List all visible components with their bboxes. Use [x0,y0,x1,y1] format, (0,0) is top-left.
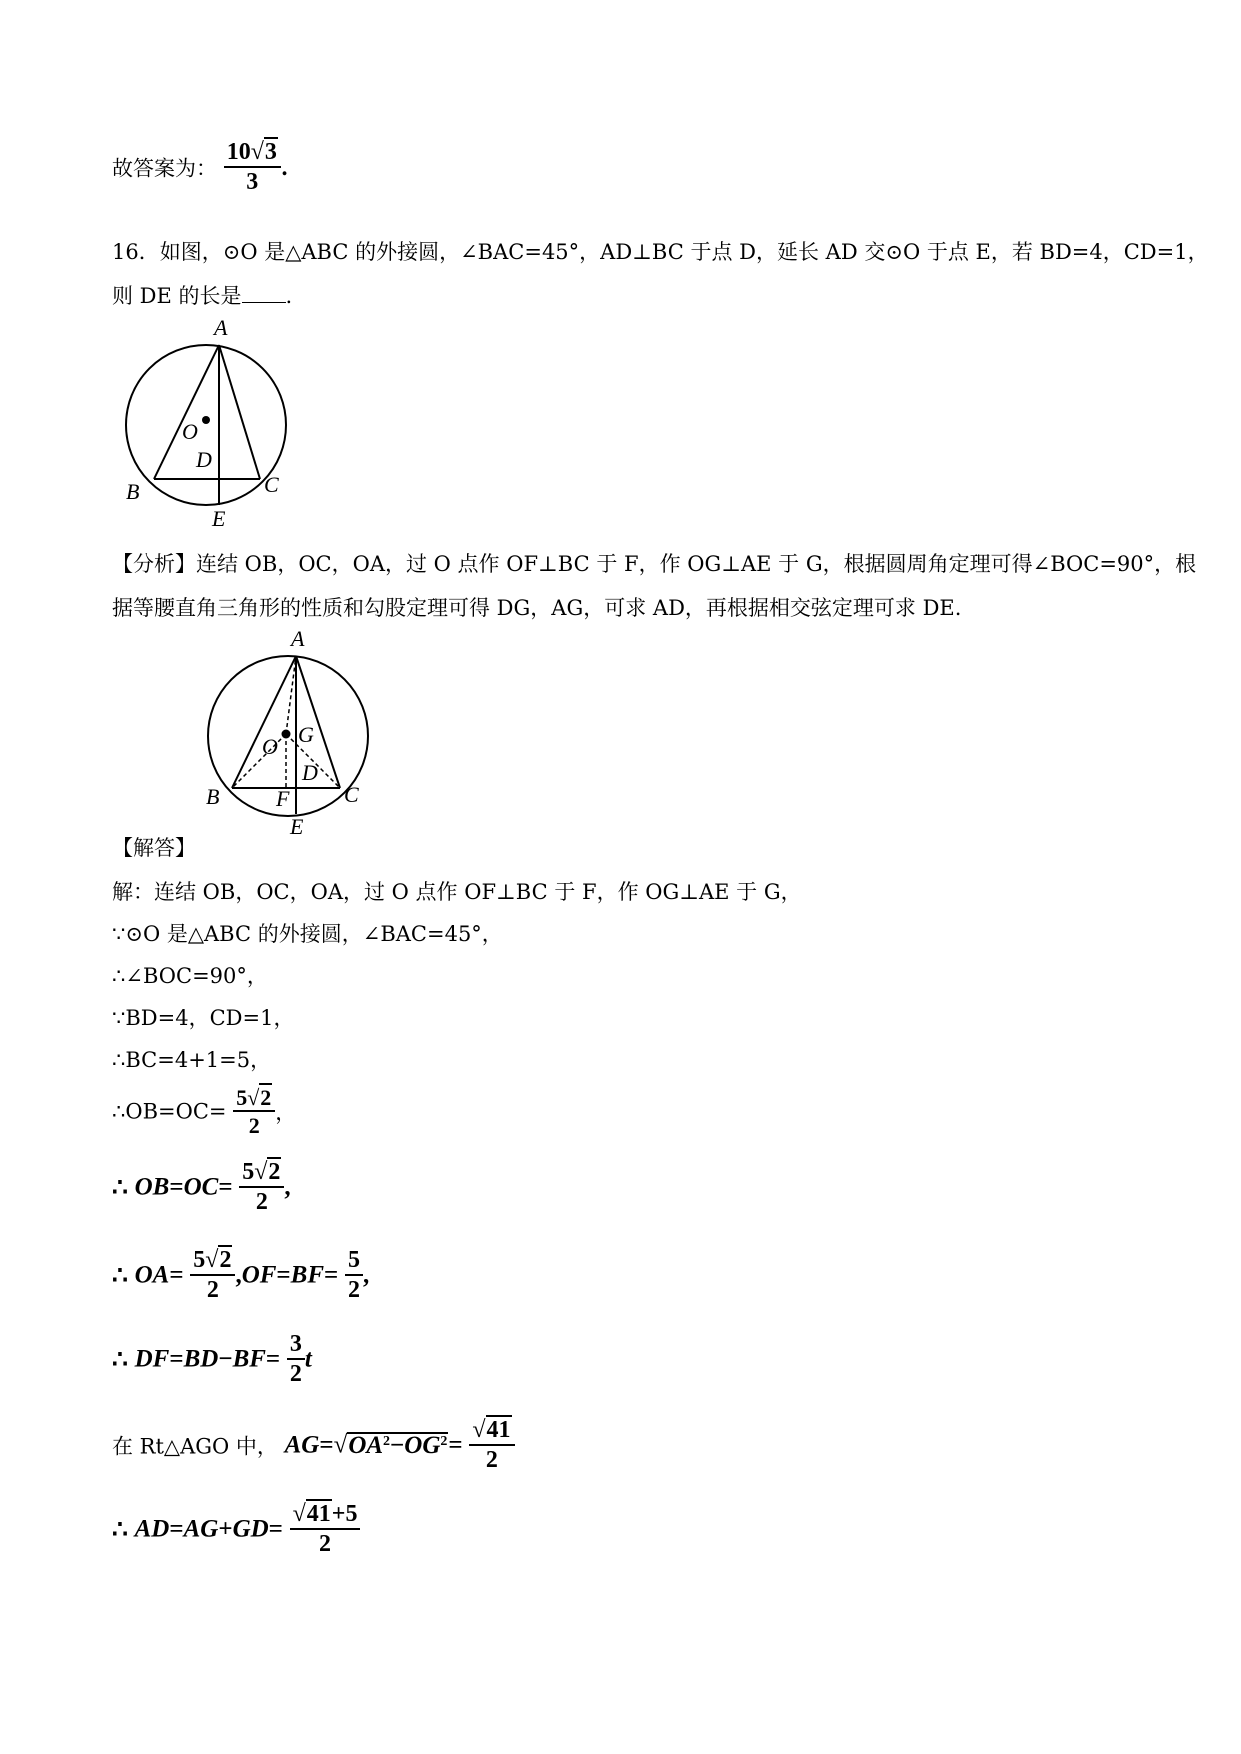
analysis-line-2: 据等腰直角三角形的性质和勾股定理可得 DG，AG，可求 AD，再根据相交弦定理可求 DE. [112,596,962,620]
label-o: O [262,734,278,759]
figure-2-circle-diagram [192,628,392,843]
equation-oa-of-bf: ∴ OA= $\frac{5√2}{2}$ ,OF=BF= $\frac{5}{2}$ , [112,1247,370,1304]
equation-df: ∴ DF=BD−BF= $\frac{3}{2}$ t [112,1331,312,1388]
problem-line-2-end: . [285,284,293,308]
fraction-5-over-2: $\frac{5}{2}$ [345,1248,363,1303]
answer-suffix: . [280,155,289,181]
label-b: B [206,784,220,809]
label-a: A [214,315,228,340]
answer-prefix: 故答案为： [112,156,217,181]
solution-step-5: ∴BC=4+1=5， [112,1048,272,1072]
problem-line-2-text: 则 DE 的长是 [112,284,242,308]
label-a: A [291,628,305,651]
problem-line-2 [112,280,292,310]
label-c: C [264,472,279,497]
answer-fraction: $\frac{10√3}{3}$ [224,140,281,195]
center-o-dot [282,730,291,739]
label-g: G [298,722,314,747]
solution-step-1: 解：连结 OB，OC，OA，过 O 点作 OF⊥BC 于 F，作 OG⊥AE 于 G， [112,880,802,904]
fraction-root41-plus-5-over-2: $\frac{√41+5}{2}$ [290,1502,361,1557]
fraction-root41-over-2: $\frac{√41}{2}$ [469,1418,514,1473]
label-b: B [126,479,140,504]
fraction-3-over-2: $\frac{3}{2}$ [287,1332,305,1387]
previous-answer [112,140,288,195]
radical-oa2-og2: $OA^2-OG^2$ [348,1431,448,1459]
solution-header: 【解答】 [112,836,196,860]
equation-ob-oc: ∴ OB=OC= $\frac{5√2}{2}$ , [112,1159,291,1216]
figure-1-circle-diagram [110,315,310,530]
label-o: O [182,419,198,444]
side-ab [232,656,296,788]
side-ac [219,345,260,479]
center-o-dot [202,416,210,424]
fraction-5-root2-over-2: $\frac{5√2}{2}$ [233,1086,275,1137]
equation-ad: ∴ AD=AG+GD= $\frac{√41+5}{2}$ [112,1502,360,1557]
label-d: D [302,760,318,785]
circle-o [126,345,286,505]
label-f: F [276,786,290,811]
fraction-5-root2-over-2: $\frac{5√2}{2}$ [190,1248,235,1303]
label-d: D [196,447,212,472]
solution-step-4: ∵BD=4，CD=1， [112,1006,295,1030]
label-e: E [290,814,304,839]
label-e: E [212,506,226,530]
solution-step-ob-oc: ∴OB=OC= $\frac{5√2}{2}$ ， [112,1085,297,1139]
answer-blank [242,284,286,303]
problem-line-1: 16．如图，⊙O 是△ABC 的外接圆，∠BAC=45°，AD⊥BC 于点 D，延长 AD 交⊙O 于点 E，若 BD=4，CD=1， [112,240,1209,264]
fraction-5-root2-over-2: $\frac{5√2}{2}$ [239,1160,284,1215]
analysis-line-1: 【分析】连结 OB，OC，OA，过 O 点作 OF⊥BC 于 F，作 OG⊥AE 于 G，根据圆周角定理可得∠BOC=90°，根 [112,552,1197,576]
equation-ag: 在 Rt△AGO 中， $AG=√OA^2-OG^2=$ $\frac{√41}{2}$ [112,1418,515,1473]
solution-step-3: ∴∠BOC=90°， [112,964,268,988]
label-c: C [344,782,359,807]
solution-step-2: ∵⊙O 是△ABC 的外接圆，∠BAC=45°， [112,922,503,946]
dashed-ob [232,734,286,788]
